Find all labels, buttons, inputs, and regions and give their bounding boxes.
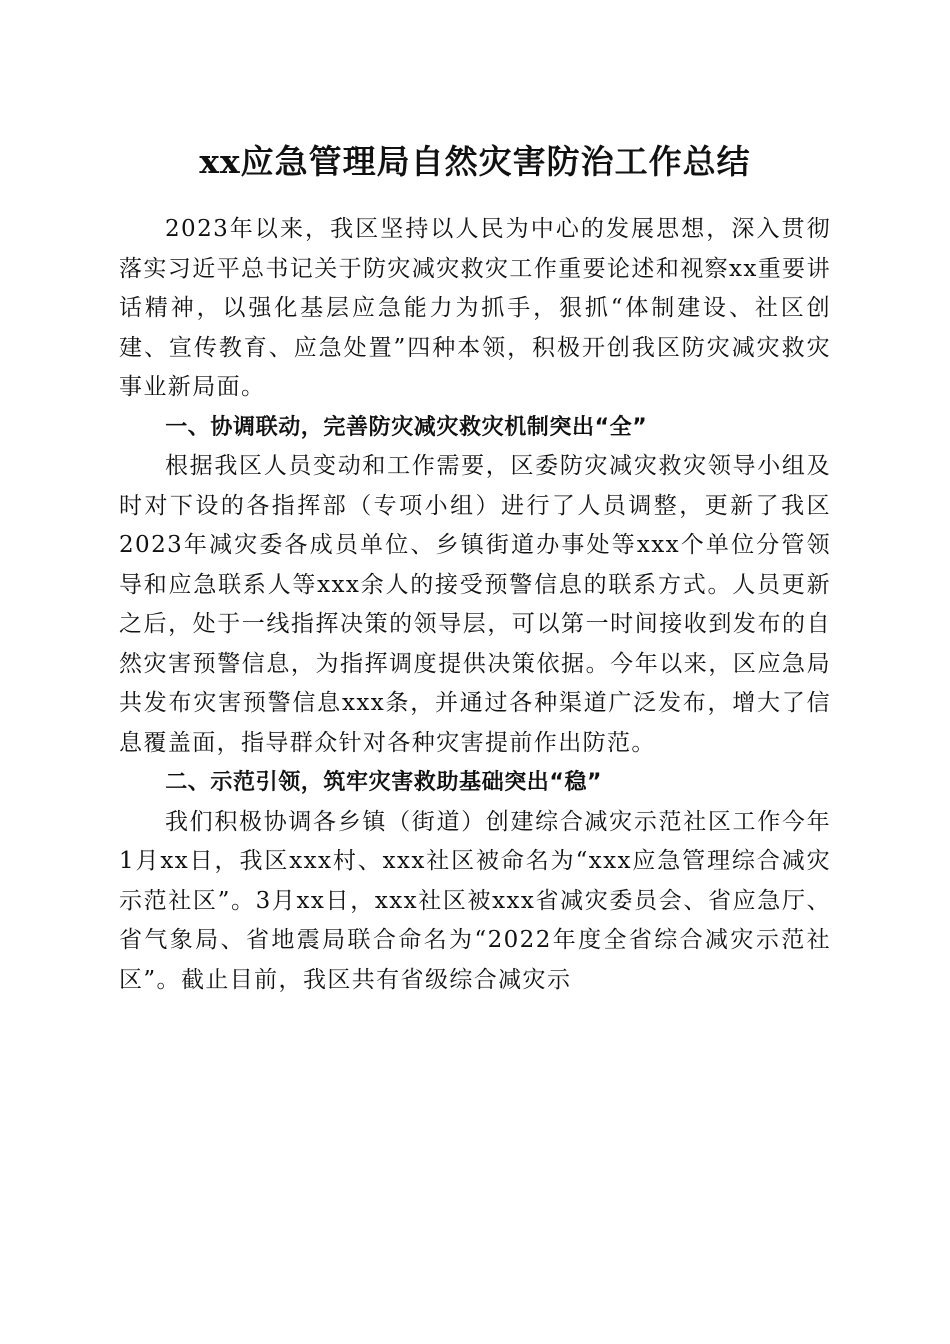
section-1-heading: 一、协调联动，完善防灾减灾救灾机制突出“全”	[165, 414, 648, 440]
section-2-paragraph: 我们积极协调各乡镇（街道）创建综合减灾示范社区工作今年1月xx日，我区xxx村、xxx社区被命名为“xxx应急管理综合减灾示范社区”。3月xx日，xxx社区被xxx省减灾委员会、省应急厅、省气象局、省地震局联合命名为“2022年度全省综合减灾示范社区”。截止目前，我区共有省级综合减灾示	[119, 808, 831, 993]
section-2-heading: 二、示范引领，筑牢灾害救助基础突出“稳”	[165, 770, 603, 795]
document-body	[119, 210, 831, 1000]
section-1-paragraph: 根据我区人员变动和工作需要，区委防灾减灾救灾领导小组及时对下设的各指挥部（专项小组）进行了人员调整，更新了我区2023年减灾委各成员单位、乡镇街道办事处等xxx个单位分管领导和应急联系人等xxx余人的接受预警信息的联系方式。人员更新之后，处于一线指挥决策的领导层，可以第一时间接收到发布的自然灾害预警信息，为指挥调度提供决策依据。今年以来，区应急局共发布灾害预警信息xxx条，并通过各种渠道广泛发布，增大了信息覆盖面，指导群众针对各种灾害提前作出防范。	[119, 453, 831, 756]
document-title: xx应急管理局自然灾害防治工作总结	[199, 142, 751, 181]
intro-paragraph: 2023年以来，我区坚持以人民为中心的发展思想，深入贯彻落实习近平总书记关于防灾减灾救灾工作重要论述和视察xx重要讲话精神，以强化基层应急能力为抓手，狠抓“体制建设、社区创建、宣传教育、应急处置”四种本领，积极开创我区防灾减灾救灾事业新局面。	[119, 216, 831, 400]
